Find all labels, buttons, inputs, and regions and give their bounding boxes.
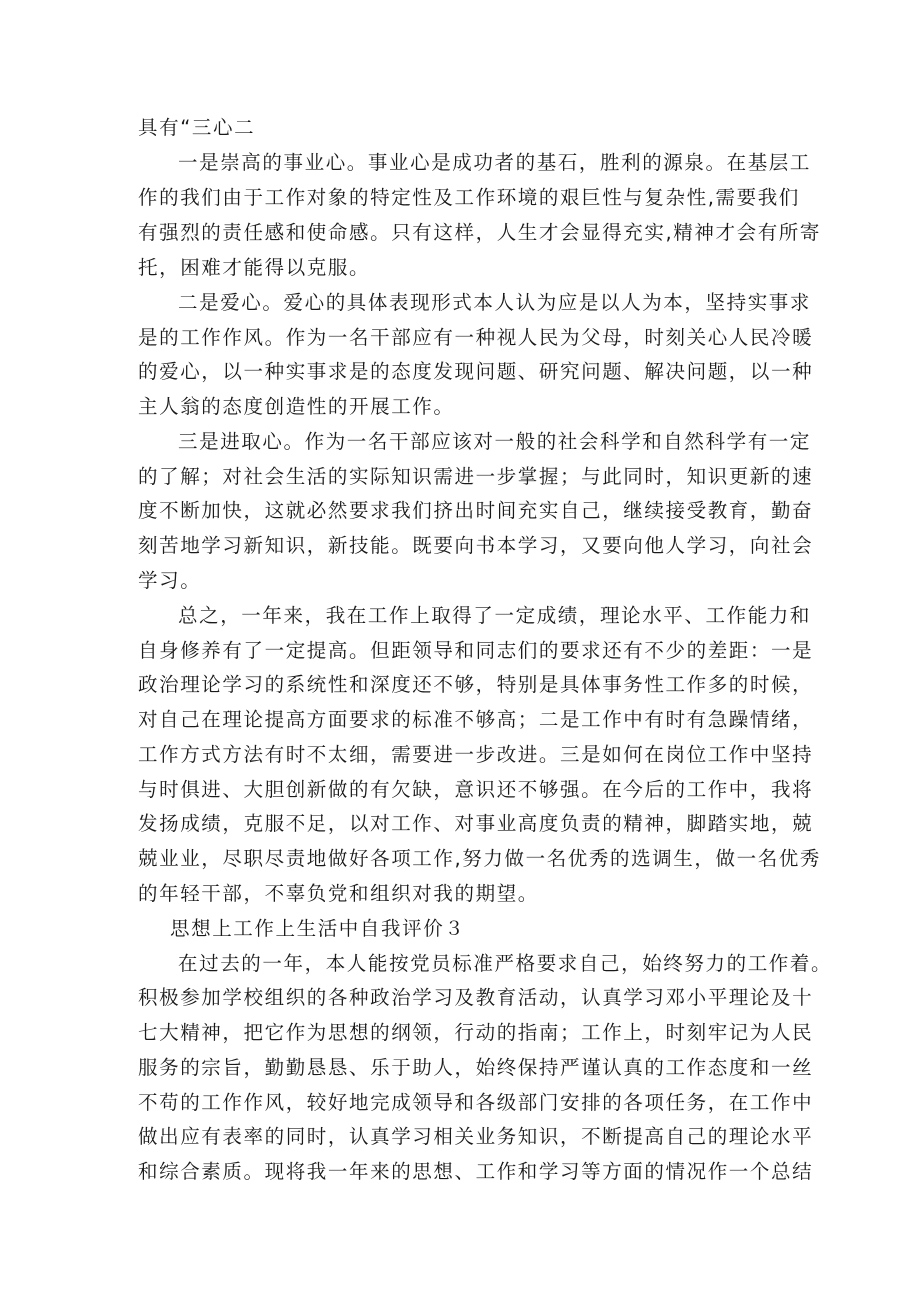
text-line: 政治理论学习的系统性和深度还不够，特别是具体事务性工作多的时候， — [138, 673, 814, 696]
paragraph-first-line: 三是进取心。作为一名干部应该对一般的社会科学和自然科学有一定 — [178, 430, 812, 453]
text-line: 的年轻干部，不辜负党和组织对我的期望。 — [138, 882, 539, 905]
text-line: 的了解；对社会生活的实际知识需进一步掌握；与此同时，知识更新的速 — [138, 465, 814, 488]
text-line: 积极参加学校组织的各种政治学习及教育活动，认真学习邓小平理论及十 — [138, 986, 814, 1009]
text-line: 的爱心，以一种实事求是的态度发现问题、研究问题、解决问题，以一种 — [138, 360, 814, 383]
text-line: 刻苦地学习新知识，新技能。既要向书本学习，又要向他人学习，向社会 — [138, 534, 814, 557]
text-line: 发扬成绩，克服不足，以对工作、对事业高度负责的精神，脚踏实地，兢 — [138, 812, 814, 835]
text-line: 主人翁的态度创造性的开展工作。 — [138, 395, 455, 418]
text-line: 自身修养有了一定提高。但距领导和同志们的要求还有不少的差距：一是 — [138, 639, 814, 662]
paragraph-first-line: 在过去的一年，本人能按党员标准严格要求自己，始终努力的工作着。 — [178, 952, 833, 975]
text-line: 是的工作作风。作为一名干部应有一种视人民为父母，时刻关心人民冷暖 — [138, 326, 814, 349]
section-heading: 思想上工作上生活中自我评价３ — [170, 917, 466, 940]
paragraph-first-line: 二是爱心。爱心的具体表现形式本人认为应是以人为本，坚持实事求 — [178, 291, 812, 314]
text-line: 有强烈的责任感和使命感。只有这样，人生才会显得充实,精神才会有所寄 — [138, 221, 821, 244]
text-line: 具有“三心二 — [138, 116, 256, 139]
text-line: 做出应有表率的同时，认真学习相关业务知识，不断提高自己的理论水平 — [138, 1125, 814, 1148]
text-line: 和综合素质。现将我一年来的思想、工作和学习等方面的情况作一个总结 — [138, 1160, 814, 1183]
text-line: 七大精神，把它作为思想的纲领，行动的指南；工作上，时刻牢记为人民 — [138, 1021, 814, 1044]
paragraph-first-line: 总之，一年来，我在工作上取得了一定成绩，理论水平、工作能力和 — [178, 604, 812, 627]
text-line: 兢业业，尽职尽责地做好各项工作,努力做一名优秀的选调生，做一名优秀 — [138, 847, 821, 870]
text-line: 对自己在理论提高方面要求的标准不够高；二是工作中有时有急躁情绪， — [138, 708, 814, 731]
paragraph-first-line: 一是崇高的事业心。事业心是成功者的基石，胜利的源泉。在基层工 — [178, 151, 812, 174]
text-line: 学习。 — [138, 569, 202, 592]
text-line: 托，困难才能得以克服。 — [138, 256, 371, 279]
text-line: 服务的宗旨，勤勤恳恳、乐于助人，始终保持严谨认真的工作态度和一丝 — [138, 1056, 814, 1079]
text-line: 与时俱进、大胆创新做的有欠缺，意识还不够强。在今后的工作中，我将 — [138, 778, 814, 801]
text-line: 不苟的工作作风，较好地完成领导和各级部门安排的各项任务，在工作中 — [138, 1091, 814, 1114]
text-line: 度不断加快，这就必然要求我们挤出时间充实自己，继续接受教育，勤奋 — [138, 499, 814, 522]
text-line: 工作方式方法有时不太细，需要进一步改进。三是如何在岗位工作中坚持 — [138, 743, 814, 766]
text-line: 作的我们由于工作对象的特定性及工作环境的艰巨性与复杂性,需要我们 — [138, 186, 800, 209]
